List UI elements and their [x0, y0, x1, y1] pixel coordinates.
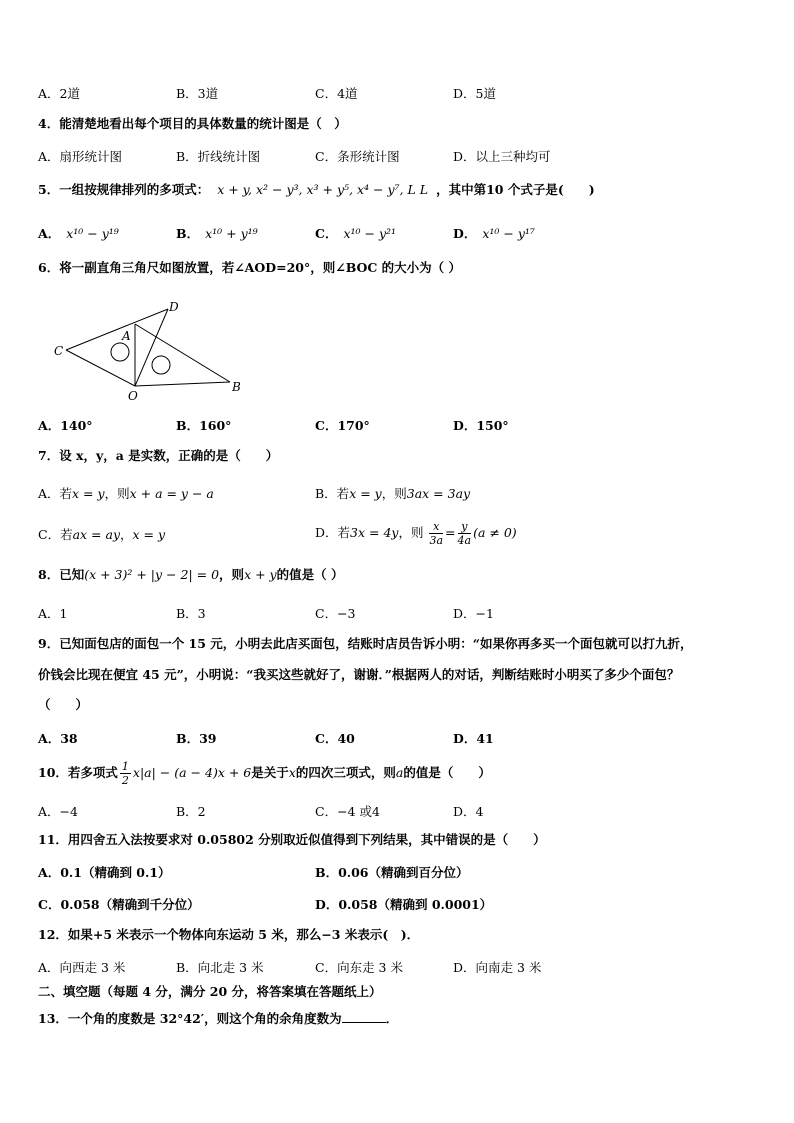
q8-expr: (x + 3)² + |y − 2| = 0 — [84, 567, 220, 582]
q7-d-frac1-den: 3a — [429, 534, 444, 547]
q4-option-a: A．扇形统计图 — [38, 149, 123, 164]
q7-d-frac2-num: y — [458, 520, 472, 534]
q11-option-d: D．0.058（精确到 0.0001） — [315, 897, 493, 912]
triangle-ruler-figure — [50, 298, 250, 406]
q4-stem: 4．能清楚地看出每个项目的具体数量的统计图是（ ） — [38, 116, 347, 131]
section-2-title: 二、填空题（每题 4 分，满分 20 分，将答案填在答题纸上） — [38, 984, 382, 999]
label-d: D — [169, 300, 179, 314]
q7-options-row1 — [38, 484, 758, 502]
q8-stem-post: 的值是（ ） — [276, 567, 344, 582]
q7-b-res: 3ax = 3ay — [406, 486, 471, 501]
q10-stem-mid2: 的四次三项式，则 — [295, 765, 396, 780]
q10-var: x — [288, 765, 296, 780]
q10-option-a: A．−4 — [38, 804, 78, 819]
q8-options — [38, 604, 758, 622]
q9-options — [38, 729, 758, 747]
q8-stem — [38, 567, 343, 583]
q5-options — [38, 224, 758, 242]
q3-options — [38, 84, 758, 102]
q7-options-row2 — [38, 520, 758, 548]
q7-d-mid: ，则 — [398, 525, 424, 540]
q10-options — [38, 802, 758, 820]
label-o: O — [128, 389, 138, 403]
label-c: C — [54, 344, 64, 358]
q10-frac-num: 1 — [121, 760, 129, 773]
q6-option-b: B．160° — [176, 418, 232, 433]
q5-option-a-label: A． — [38, 226, 61, 241]
q10-frac-den: 2 — [121, 774, 129, 787]
q5-option-a-expr: x¹⁰ − y¹⁹ — [66, 226, 119, 241]
q5-option-b-label: B． — [176, 226, 200, 241]
q4-option-d: D．以上三种均可 — [453, 149, 551, 164]
label-b: B — [232, 380, 241, 394]
q11-stem: 11．用四舍五入法按要求对 0.05802 分别取近似值得到下列结果，其中错误的是（ ） — [38, 832, 546, 847]
q6-option-c: C．170° — [315, 418, 370, 433]
segment-co — [66, 350, 135, 386]
q4-option-c: C．条形统计图 — [315, 149, 400, 164]
q5-option-d-expr: x¹⁰ − y¹⁷ — [482, 226, 535, 241]
q7-d-frac1-num: x — [429, 520, 443, 534]
q5-option-d-label: D． — [453, 226, 477, 241]
q12-option-c: C．向东走 3 米 — [315, 960, 403, 975]
q7-option-a — [38, 484, 214, 502]
q5-option-a — [38, 224, 119, 242]
q9-option-a: A．38 — [38, 731, 78, 746]
q4-options — [38, 147, 758, 165]
q10-stem-pre: 10．若多项式 — [38, 765, 118, 780]
q9-option-b: B．39 — [176, 731, 217, 746]
q12-options — [38, 958, 758, 976]
q8-option-d: D．−1 — [453, 606, 494, 621]
q9-line-3: （ ） — [38, 697, 89, 712]
q3-option-a: A．2道 — [38, 86, 80, 101]
q7-d-cond: 3x = 4y — [350, 525, 399, 540]
q10-expr: x|a| − (a − 4)x + 6 — [132, 765, 252, 780]
q8-stem-pre: 8．已知 — [38, 567, 85, 582]
label-a: A — [122, 329, 131, 343]
q5-option-c-expr: x¹⁰ − y²¹ — [343, 226, 397, 241]
q9-line-1: 9．已知面包店的面包一个 15 元，小明去此店买面包，结账时店员告诉小明：“如果你再多买一个面包就可以打九折， — [38, 636, 693, 651]
q11-options-row1 — [38, 863, 758, 881]
q8-option-a: A．1 — [38, 606, 68, 621]
q9-option-c: C．40 — [315, 731, 355, 746]
q7-a-pre: A．若 — [38, 486, 73, 501]
q8-option-c: C．−3 — [315, 606, 356, 621]
q7-d-frac2-den: 4a — [457, 534, 472, 547]
q5-option-d — [453, 224, 535, 242]
q7-b-pre: B．若 — [315, 486, 350, 501]
segment-ob — [135, 382, 230, 386]
q10-stem-mid: 是关于 — [251, 765, 289, 780]
q4-option-b: B．折线统计图 — [176, 149, 261, 164]
q5-stem — [38, 182, 595, 198]
q7-d-tail: (a ≠ 0) — [473, 525, 517, 540]
ruler-hole-left — [111, 343, 129, 361]
q10-stem-post: 的值是（ ） — [403, 765, 491, 780]
q7-b-mid: ，则 — [381, 486, 407, 501]
q12-stem: 12．如果+5 米表示一个物体向东运动 5 米，那么−3 米表示( )． — [38, 927, 420, 942]
q10-option-b: B．2 — [176, 804, 206, 819]
q5-option-b-expr: x¹⁰ + y¹⁹ — [205, 226, 258, 241]
q13-stem-end: ． — [385, 1011, 399, 1026]
q6-option-d: D．150° — [453, 418, 509, 433]
q10-option-d: D．4 — [453, 804, 484, 819]
q11-options-row2 — [38, 895, 758, 913]
q8-target: x + y — [244, 567, 277, 582]
q7-a-cond: x = y — [72, 486, 105, 501]
q10-var2: a — [395, 765, 404, 780]
q10-stem — [38, 760, 491, 790]
q7-option-b — [315, 484, 470, 502]
q7-c-pre: C．若 — [38, 527, 73, 542]
q13-stem-text: 13．一个角的度数是 32°42′，则这个角的余角度数为 — [38, 1011, 342, 1026]
q7-d-eq: = — [445, 525, 456, 540]
q5-option-c — [315, 224, 396, 242]
q11-option-b: B．0.06（精确到百分位） — [315, 865, 469, 880]
q6-options — [38, 416, 758, 434]
q7-d-fraction-2 — [458, 520, 472, 547]
q5-option-c-label: C． — [315, 226, 338, 241]
q12-option-d: D．向南走 3 米 — [453, 960, 542, 975]
q7-d-fraction-1 — [429, 520, 443, 547]
q11-option-c: C．0.058（精确到千分位） — [38, 897, 200, 912]
q9-line-2: 价钱会比现在便宜 45 元”，小明说：“我买这些就好了，谢谢．”根据两人的对话，判断结账时小明买了多少个面包？ — [38, 667, 680, 682]
q12-option-a: A．向西走 3 米 — [38, 960, 126, 975]
q11-option-a: A．0.1（精确到 0.1） — [38, 865, 171, 880]
q7-c-mid: ， — [120, 527, 133, 542]
q8-stem-mid: ，则 — [219, 567, 245, 582]
ruler-hole-right — [152, 356, 170, 374]
q12-option-b: B．向北走 3 米 — [176, 960, 264, 975]
q7-a-mid: ，则 — [104, 486, 130, 501]
q3-option-c: C．4道 — [315, 86, 358, 101]
q10-fraction — [120, 760, 131, 787]
q9-option-d: D．41 — [453, 731, 494, 746]
q6-stem: 6．将一副直角三角尺如图放置，若∠AOD=20°，则∠BOC 的大小为（ ） — [38, 260, 462, 275]
q7-option-c — [38, 525, 165, 543]
q6-option-a: A．140° — [38, 418, 93, 433]
q13-stem — [38, 1010, 398, 1027]
q13-answer-blank — [342, 1010, 386, 1023]
q5-stem-post: ，其中第10 个式子是( ) — [436, 182, 595, 197]
q5-sequence: x + y, x² − y³, x³ + y⁵, x⁴ − y⁷, L L — [217, 182, 429, 197]
q7-a-res: x + a = y − a — [129, 486, 214, 501]
q7-d-pre: D．若 — [315, 525, 351, 540]
q8-option-b: B．3 — [176, 606, 206, 621]
q7-c-res: x = y — [132, 527, 166, 542]
q7-c-cond: ax = ay — [72, 527, 121, 542]
q7-b-cond: x = y — [349, 486, 382, 501]
q7-stem: 7．设 x，y，a 是实数，正确的是（ ） — [38, 448, 279, 463]
q5-stem-pre: 5．一组按规律排列的多项式： — [38, 182, 210, 197]
q3-option-d: D．5道 — [453, 86, 496, 101]
q5-option-b — [176, 224, 258, 242]
q7-option-d — [315, 520, 517, 547]
q10-option-c: C．−4 或4 — [315, 804, 380, 819]
q3-option-b: B．3道 — [176, 86, 219, 101]
